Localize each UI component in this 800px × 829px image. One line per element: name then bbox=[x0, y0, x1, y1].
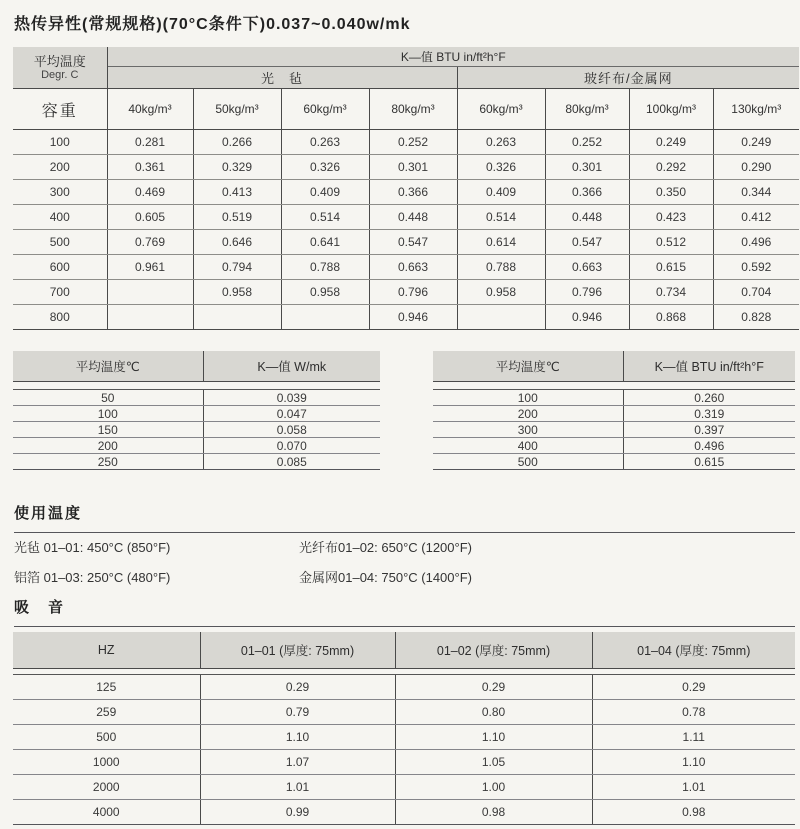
col-01-01-header: 01–01 (厚度: 75mm) bbox=[200, 632, 395, 669]
value-cell: 0.301 bbox=[369, 155, 457, 180]
density-header-row bbox=[13, 89, 799, 130]
value-cell: 0.039 bbox=[203, 390, 380, 406]
value-cell: 0.828 bbox=[713, 305, 799, 330]
table-row bbox=[433, 390, 795, 406]
table-row bbox=[13, 406, 380, 422]
table-row bbox=[13, 725, 795, 750]
row-header-cell: 200 bbox=[13, 438, 203, 454]
value-cell: 0.98 bbox=[592, 800, 795, 825]
value-cell: 0.663 bbox=[545, 255, 629, 280]
hz-header: HZ bbox=[13, 632, 200, 669]
value-cell: 0.292 bbox=[629, 155, 713, 180]
value-cell: 0.263 bbox=[457, 130, 545, 155]
value-cell: 0.412 bbox=[713, 205, 799, 230]
row-header-cell: 300 bbox=[13, 180, 107, 205]
row-header-cell: 100 bbox=[433, 390, 623, 406]
avg-temp-header: 平均温度℃ bbox=[433, 351, 623, 382]
value-cell: 0.78 bbox=[592, 700, 795, 725]
avg-temp-corner-cell bbox=[13, 47, 107, 89]
col-01-04-header: 01–04 (厚度: 75mm) bbox=[592, 632, 795, 669]
value-cell: 0.326 bbox=[457, 155, 545, 180]
density-col-4: 60kg/m³ bbox=[457, 89, 545, 130]
value-cell: 0.29 bbox=[395, 675, 592, 700]
usage-temperature-list bbox=[14, 538, 472, 588]
usage-item-fibercloth: 光纤布01–02: 650°C (1200°F) bbox=[299, 540, 472, 555]
degr-c-label: Degr. C bbox=[41, 68, 79, 81]
value-cell: 0.615 bbox=[623, 454, 795, 470]
value-cell: 0.249 bbox=[713, 130, 799, 155]
value-cell: 0.413 bbox=[193, 180, 281, 205]
table-row bbox=[13, 422, 380, 438]
table-row bbox=[13, 750, 795, 775]
avg-temp-label: 平均温度 bbox=[33, 53, 86, 69]
value-cell: 0.085 bbox=[203, 454, 380, 470]
row-header-cell: 200 bbox=[13, 155, 107, 180]
value-cell: 0.361 bbox=[107, 155, 193, 180]
value-cell: 0.958 bbox=[193, 280, 281, 305]
row-header-cell: 200 bbox=[433, 406, 623, 422]
value-cell: 0.868 bbox=[629, 305, 713, 330]
usage-item-felt: 光毡 01–01: 450°C (850°F) bbox=[14, 540, 171, 555]
table-row bbox=[13, 454, 380, 470]
density-col-0: 40kg/m³ bbox=[107, 89, 193, 130]
density-col-3: 80kg/m³ bbox=[369, 89, 457, 130]
value-cell: 0.519 bbox=[193, 205, 281, 230]
table-header-row bbox=[13, 632, 795, 669]
value-cell: 0.448 bbox=[369, 205, 457, 230]
value-cell: 0.641 bbox=[281, 230, 369, 255]
row-header-cell: 50 bbox=[13, 390, 203, 406]
density-col-7: 130kg/m³ bbox=[713, 89, 799, 130]
value-cell bbox=[107, 305, 193, 330]
row-header-cell: 800 bbox=[13, 305, 107, 330]
value-cell: 1.05 bbox=[395, 750, 592, 775]
value-cell: 0.058 bbox=[203, 422, 380, 438]
kvalue-btu-header: K—值 BTU in/ft²h°F bbox=[623, 351, 795, 382]
value-cell: 0.397 bbox=[623, 422, 795, 438]
header-gap bbox=[13, 382, 380, 390]
row-header-cell: 2000 bbox=[13, 775, 200, 800]
value-cell: 0.788 bbox=[281, 255, 369, 280]
row-header-cell: 125 bbox=[13, 675, 200, 700]
value-cell: 0.946 bbox=[369, 305, 457, 330]
table-header-row bbox=[433, 351, 795, 382]
value-cell: 0.252 bbox=[545, 130, 629, 155]
kvalue-wmk-table bbox=[13, 351, 380, 470]
table-row bbox=[13, 130, 799, 155]
value-cell: 0.946 bbox=[545, 305, 629, 330]
value-cell: 0.409 bbox=[281, 180, 369, 205]
row-header-cell: 600 bbox=[13, 255, 107, 280]
kvalue-wmk-body bbox=[13, 390, 380, 470]
value-cell bbox=[193, 305, 281, 330]
row-header-cell: 500 bbox=[433, 454, 623, 470]
value-cell: 0.344 bbox=[713, 180, 799, 205]
value-cell: 0.326 bbox=[281, 155, 369, 180]
value-cell: 1.11 bbox=[592, 725, 795, 750]
value-cell: 0.605 bbox=[107, 205, 193, 230]
value-cell: 0.319 bbox=[623, 406, 795, 422]
row-header-cell: 300 bbox=[433, 422, 623, 438]
value-cell: 0.266 bbox=[193, 130, 281, 155]
table-row bbox=[13, 675, 795, 700]
table-row bbox=[433, 454, 795, 470]
density-col-1: 50kg/m³ bbox=[193, 89, 281, 130]
value-cell: 0.29 bbox=[592, 675, 795, 700]
kvalue-header-row bbox=[13, 47, 799, 67]
table-row bbox=[433, 422, 795, 438]
value-cell: 1.01 bbox=[200, 775, 395, 800]
table-row bbox=[433, 438, 795, 454]
row-header-cell: 259 bbox=[13, 700, 200, 725]
value-cell: 0.796 bbox=[369, 280, 457, 305]
sound-absorption-body bbox=[13, 675, 795, 825]
value-cell: 0.794 bbox=[193, 255, 281, 280]
table-row bbox=[13, 800, 795, 825]
value-cell: 0.958 bbox=[281, 280, 369, 305]
table-row bbox=[13, 305, 799, 330]
row-header-cell: 1000 bbox=[13, 750, 200, 775]
value-cell: 0.961 bbox=[107, 255, 193, 280]
material-group-row bbox=[13, 67, 799, 89]
density-col-6: 100kg/m³ bbox=[629, 89, 713, 130]
value-cell: 0.469 bbox=[107, 180, 193, 205]
value-cell bbox=[281, 305, 369, 330]
value-cell bbox=[457, 305, 545, 330]
table-row bbox=[13, 180, 799, 205]
sound-absorption-heading: 吸 音 bbox=[14, 596, 795, 627]
table-row bbox=[13, 390, 380, 406]
value-cell: 0.547 bbox=[545, 230, 629, 255]
avg-temp-header: 平均温度℃ bbox=[13, 351, 203, 382]
value-cell: 0.260 bbox=[623, 390, 795, 406]
kvalue-unit-header: K—值 BTU in/ft²h°F bbox=[107, 47, 799, 67]
table-row bbox=[13, 700, 795, 725]
value-cell: 1.07 bbox=[200, 750, 395, 775]
value-cell: 1.10 bbox=[395, 725, 592, 750]
value-cell: 0.788 bbox=[457, 255, 545, 280]
usage-item-alfoil: 铝箔 01–03: 250°C (480°F) bbox=[14, 570, 171, 585]
row-header-cell: 250 bbox=[13, 454, 203, 470]
value-cell: 0.769 bbox=[107, 230, 193, 255]
group-fiberglass-header: 玻纤布/金属网 bbox=[457, 67, 799, 89]
value-cell: 0.252 bbox=[369, 130, 457, 155]
table-header-row bbox=[13, 351, 380, 382]
row-header-cell: 4000 bbox=[13, 800, 200, 825]
row-header-cell: 150 bbox=[13, 422, 203, 438]
value-cell: 0.99 bbox=[200, 800, 395, 825]
value-cell: 0.301 bbox=[545, 155, 629, 180]
thermal-conductivity-table bbox=[13, 47, 799, 330]
value-cell: 0.281 bbox=[107, 130, 193, 155]
row-header-cell: 100 bbox=[13, 130, 107, 155]
value-cell: 0.646 bbox=[193, 230, 281, 255]
table-row bbox=[13, 205, 799, 230]
page-title: 热传异性(常规规格)(70°C条件下)0.037~0.040w/mk bbox=[14, 16, 411, 33]
row-header-cell: 500 bbox=[13, 230, 107, 255]
conductivity-table-body bbox=[13, 130, 799, 330]
kvalue-wmk-header: K—值 W/mk bbox=[203, 351, 380, 382]
value-cell: 0.80 bbox=[395, 700, 592, 725]
density-col-2: 60kg/m³ bbox=[281, 89, 369, 130]
kvalue-btu-body bbox=[433, 390, 795, 470]
value-cell: 0.263 bbox=[281, 130, 369, 155]
row-header-cell: 500 bbox=[13, 725, 200, 750]
value-cell: 0.496 bbox=[713, 230, 799, 255]
table-row bbox=[13, 255, 799, 280]
value-cell: 0.512 bbox=[629, 230, 713, 255]
value-cell: 0.249 bbox=[629, 130, 713, 155]
value-cell: 0.615 bbox=[629, 255, 713, 280]
value-cell: 0.366 bbox=[369, 180, 457, 205]
value-cell: 0.409 bbox=[457, 180, 545, 205]
table-row bbox=[13, 230, 799, 255]
value-cell: 0.423 bbox=[629, 205, 713, 230]
table-row bbox=[433, 406, 795, 422]
value-cell: 0.448 bbox=[545, 205, 629, 230]
table-row bbox=[13, 280, 799, 305]
value-cell: 0.047 bbox=[203, 406, 380, 422]
value-cell: 0.366 bbox=[545, 180, 629, 205]
value-cell: 0.329 bbox=[193, 155, 281, 180]
density-col-5: 80kg/m³ bbox=[545, 89, 629, 130]
value-cell: 0.350 bbox=[629, 180, 713, 205]
value-cell: 0.496 bbox=[623, 438, 795, 454]
value-cell: 0.514 bbox=[281, 205, 369, 230]
value-cell: 1.01 bbox=[592, 775, 795, 800]
value-cell: 1.10 bbox=[592, 750, 795, 775]
row-header-cell: 400 bbox=[433, 438, 623, 454]
value-cell: 0.958 bbox=[457, 280, 545, 305]
value-cell: 0.98 bbox=[395, 800, 592, 825]
value-cell: 0.547 bbox=[369, 230, 457, 255]
col-01-02-header: 01–02 (厚度: 75mm) bbox=[395, 632, 592, 669]
value-cell: 0.070 bbox=[203, 438, 380, 454]
value-cell: 0.663 bbox=[369, 255, 457, 280]
value-cell: 0.592 bbox=[713, 255, 799, 280]
value-cell: 0.704 bbox=[713, 280, 799, 305]
kvalue-btu-table bbox=[433, 351, 795, 470]
value-cell: 0.290 bbox=[713, 155, 799, 180]
table-row bbox=[13, 775, 795, 800]
density-row-label: 容重 bbox=[13, 89, 107, 130]
value-cell: 0.734 bbox=[629, 280, 713, 305]
header-gap bbox=[433, 382, 795, 390]
value-cell: 0.614 bbox=[457, 230, 545, 255]
value-cell: 0.514 bbox=[457, 205, 545, 230]
value-cell: 1.10 bbox=[200, 725, 395, 750]
row-header-cell: 100 bbox=[13, 406, 203, 422]
value-cell bbox=[107, 280, 193, 305]
value-cell: 0.796 bbox=[545, 280, 629, 305]
sound-absorption-table bbox=[13, 632, 795, 825]
usage-item-wiremesh: 金属网01–04: 750°C (1400°F) bbox=[299, 570, 472, 585]
row-header-cell: 400 bbox=[13, 205, 107, 230]
table-row bbox=[13, 438, 380, 454]
usage-temperature-heading: 使用温度 bbox=[14, 502, 795, 533]
table-row bbox=[13, 155, 799, 180]
group-felt-header: 光 毡 bbox=[107, 67, 457, 89]
value-cell: 1.00 bbox=[395, 775, 592, 800]
row-header-cell: 700 bbox=[13, 280, 107, 305]
value-cell: 0.29 bbox=[200, 675, 395, 700]
value-cell: 0.79 bbox=[200, 700, 395, 725]
